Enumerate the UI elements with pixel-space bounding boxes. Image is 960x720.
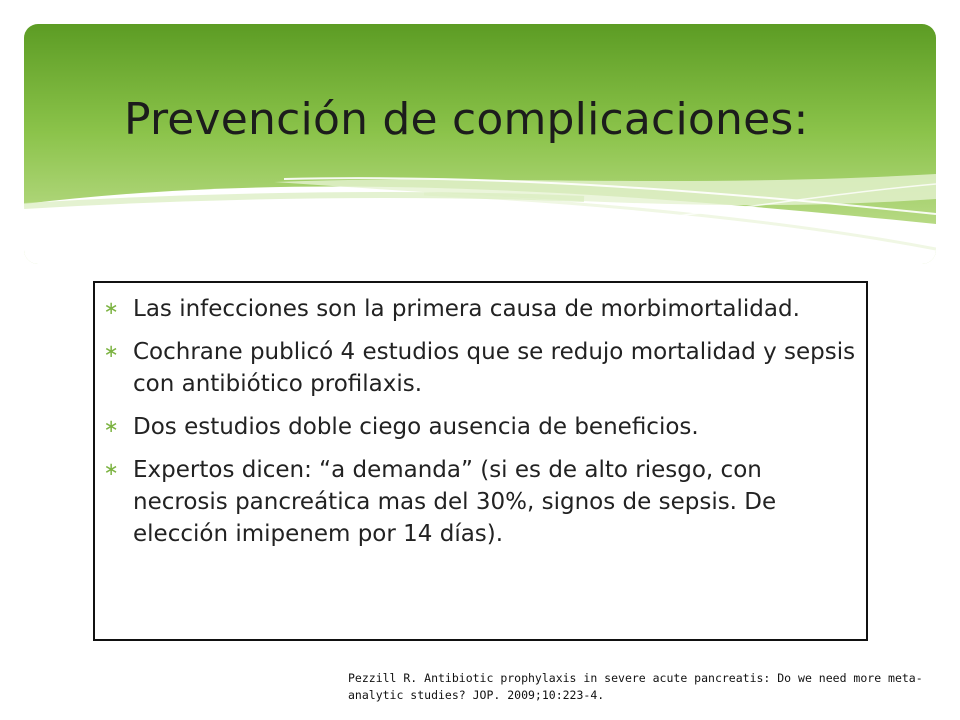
slide-title: Prevención de complicaciones:	[124, 94, 809, 145]
asterisk-icon: ∗	[103, 298, 119, 319]
list-item	[95, 454, 866, 550]
asterisk-icon: ∗	[103, 341, 119, 362]
bullet-list	[95, 293, 866, 561]
asterisk-icon: ∗	[103, 459, 119, 480]
bullet-text: Las infecciones son la primera causa de morbimortalidad.	[133, 296, 800, 322]
list-item	[95, 293, 866, 325]
title-banner	[24, 24, 936, 264]
asterisk-icon: ∗	[103, 416, 119, 437]
list-item	[95, 411, 866, 443]
list-item	[95, 336, 866, 400]
bullet-text: Expertos dicen: “a demanda” (si es de alto riesgo, con necrosis pancreática mas del 30%, signos de sepsis. De elección imipenem por 14 días).	[133, 457, 777, 547]
content-box	[93, 281, 868, 641]
bullet-text: Dos estudios doble ciego ausencia de beneficios.	[133, 414, 699, 440]
bullet-text: Cochrane publicó 4 estudios que se redujo mortalidad y sepsis con antibiótico profilaxis.	[133, 339, 856, 397]
reference-citation: Pezzill R. Antibiotic prophylaxis in severe acute pancreatis: Do we need more meta-analytic studies? JOP. 2009;10:223-4.	[348, 671, 923, 702]
